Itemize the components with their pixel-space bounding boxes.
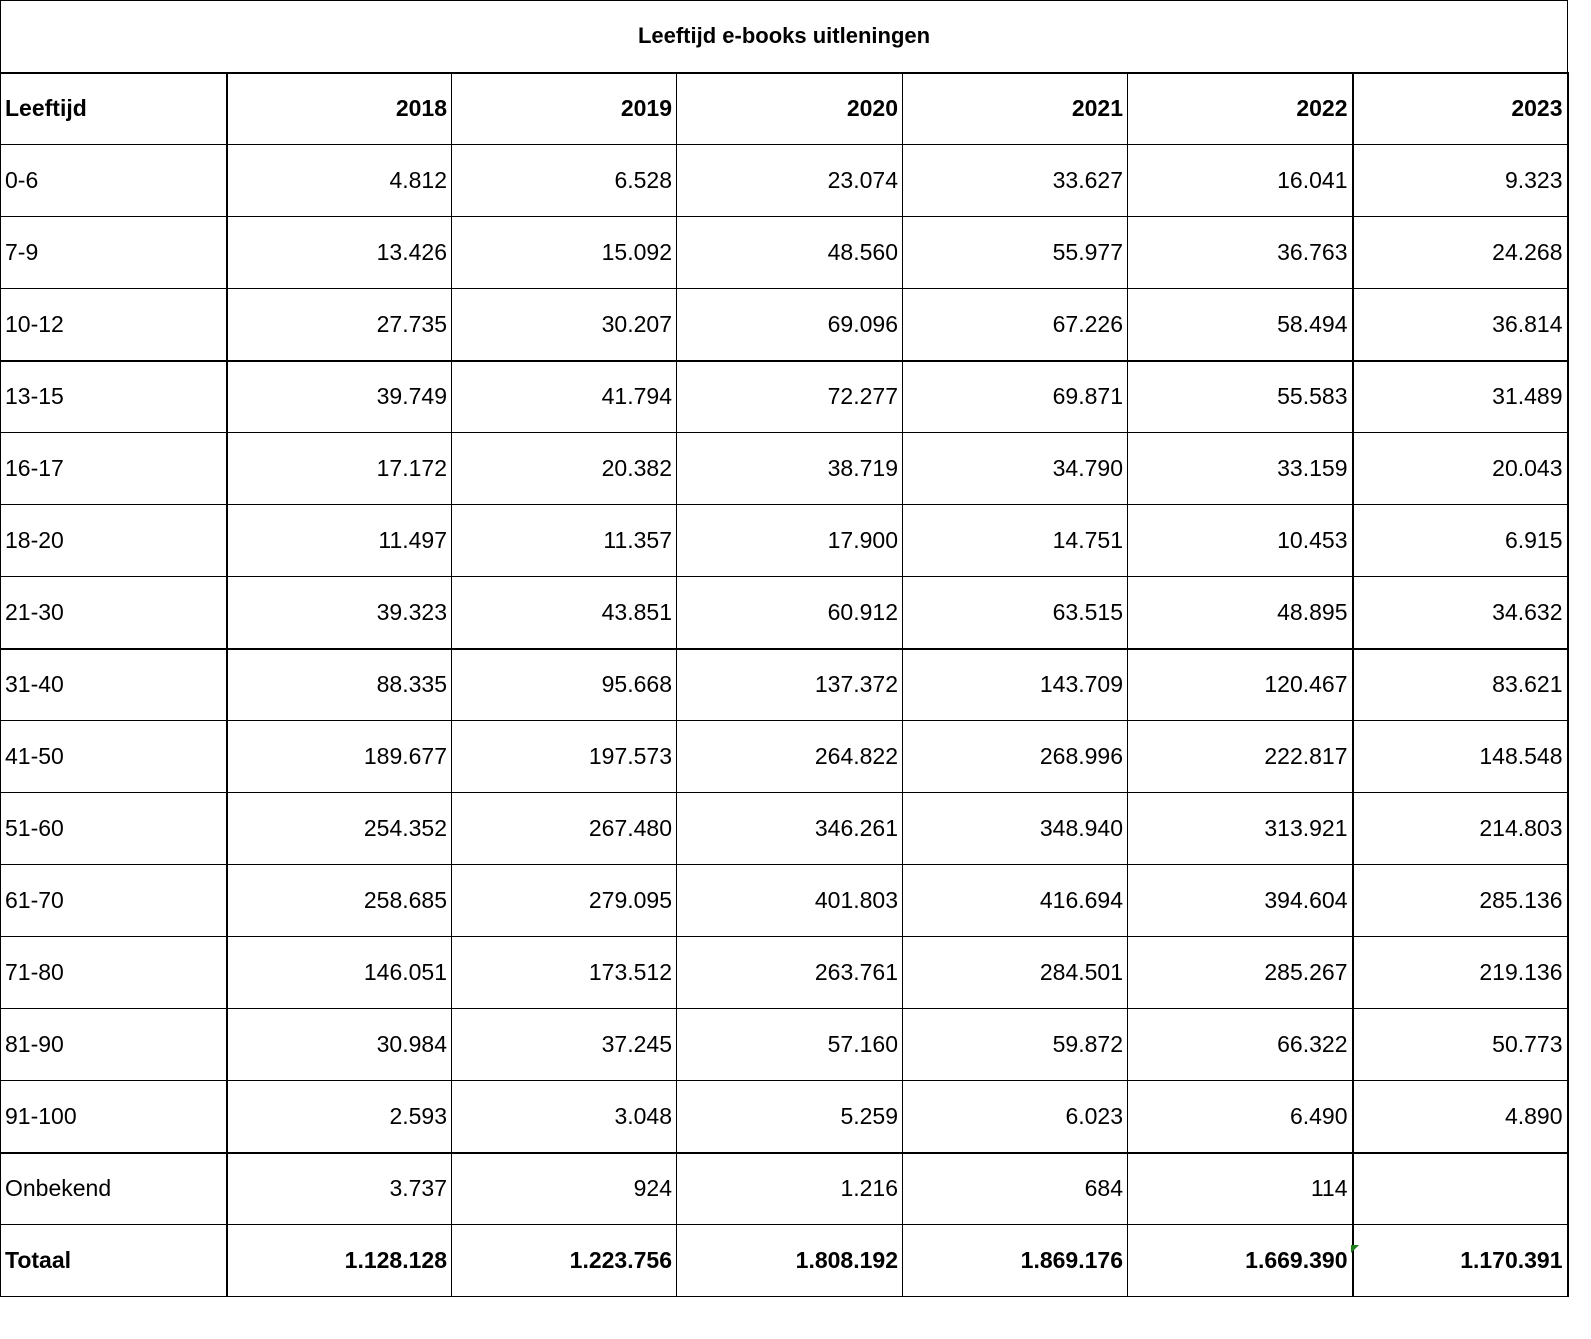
- header-cell-leeftijd[interactable]: Leeftijd: [1, 73, 227, 145]
- total-row: [1, 1225, 1568, 1297]
- value-cell[interactable]: 11.357: [452, 505, 677, 577]
- row-label-cell[interactable]: 21-30: [1, 577, 227, 649]
- value-cell[interactable]: 58.494: [1128, 289, 1353, 361]
- value-cell[interactable]: 3.737: [227, 1153, 452, 1225]
- value-cell[interactable]: 114: [1128, 1153, 1353, 1225]
- value-cell[interactable]: 189.677: [227, 721, 452, 793]
- header-cell-year[interactable]: 2019: [452, 73, 677, 145]
- table-row: [1, 145, 1568, 217]
- value-cell[interactable]: 17.900: [677, 505, 903, 577]
- value-cell[interactable]: 401.803: [677, 865, 903, 937]
- value-cell[interactable]: 346.261: [677, 793, 903, 865]
- value-cell[interactable]: 924: [452, 1153, 677, 1225]
- value-cell[interactable]: 5.259: [677, 1081, 903, 1153]
- table-row: [1, 1153, 1568, 1225]
- value-cell[interactable]: 394.604: [1128, 865, 1353, 937]
- value-cell[interactable]: 30.207: [452, 289, 677, 361]
- row-label-cell[interactable]: 31-40: [1, 649, 227, 721]
- value-cell[interactable]: 1.216: [677, 1153, 903, 1225]
- value-cell[interactable]: 4.890: [1353, 1081, 1568, 1153]
- value-cell[interactable]: 173.512: [452, 937, 677, 1009]
- header-row: [1, 73, 1568, 145]
- value-cell[interactable]: 6.023: [903, 1081, 1128, 1153]
- total-label-cell[interactable]: Totaal: [1, 1225, 227, 1297]
- value-cell[interactable]: 57.160: [677, 1009, 903, 1081]
- value-cell[interactable]: 48.560: [677, 217, 903, 289]
- value-cell[interactable]: 83.621: [1353, 649, 1568, 721]
- value-cell[interactable]: 258.685: [227, 865, 452, 937]
- value-cell[interactable]: 43.851: [452, 577, 677, 649]
- value-cell[interactable]: 3.048: [452, 1081, 677, 1153]
- row-label-cell[interactable]: 10-12: [1, 289, 227, 361]
- value-cell[interactable]: 2.593: [227, 1081, 452, 1153]
- value-cell[interactable]: 30.984: [227, 1009, 452, 1081]
- table-row: [1, 721, 1568, 793]
- value-cell[interactable]: 6.915: [1353, 505, 1568, 577]
- value-cell[interactable]: 20.382: [452, 433, 677, 505]
- value-cell[interactable]: 60.912: [677, 577, 903, 649]
- value-cell[interactable]: 313.921: [1128, 793, 1353, 865]
- value-cell[interactable]: 10.453: [1128, 505, 1353, 577]
- row-label-cell[interactable]: 71-80: [1, 937, 227, 1009]
- total-value-cell[interactable]: 1.869.176: [903, 1225, 1128, 1297]
- value-cell[interactable]: 50.773: [1353, 1009, 1568, 1081]
- table-row: [1, 433, 1568, 505]
- value-cell[interactable]: 33.627: [903, 145, 1128, 217]
- value-cell[interactable]: 95.668: [452, 649, 677, 721]
- value-cell[interactable]: 267.480: [452, 793, 677, 865]
- value-cell[interactable]: 17.172: [227, 433, 452, 505]
- value-cell[interactable]: 39.749: [227, 361, 452, 433]
- value-cell[interactable]: 59.872: [903, 1009, 1128, 1081]
- row-label-cell[interactable]: 91-100: [1, 1081, 227, 1153]
- value-cell[interactable]: 27.735: [227, 289, 452, 361]
- row-label-cell[interactable]: 13-15: [1, 361, 227, 433]
- value-cell[interactable]: 284.501: [903, 937, 1128, 1009]
- value-cell[interactable]: 6.528: [452, 145, 677, 217]
- value-cell[interactable]: 348.940: [903, 793, 1128, 865]
- table-title[interactable]: Leeftijd e-books uitleningen: [1, 1, 1568, 73]
- value-cell[interactable]: 6.490: [1128, 1081, 1353, 1153]
- table-row: [1, 649, 1568, 721]
- value-cell[interactable]: 31.489: [1353, 361, 1568, 433]
- value-cell[interactable]: 9.323: [1353, 145, 1568, 217]
- value-cell[interactable]: 48.895: [1128, 577, 1353, 649]
- value-cell[interactable]: 416.694: [903, 865, 1128, 937]
- table-row: [1, 217, 1568, 289]
- value-cell[interactable]: 20.043: [1353, 433, 1568, 505]
- value-cell[interactable]: 148.548: [1353, 721, 1568, 793]
- value-cell[interactable]: 69.871: [903, 361, 1128, 433]
- total-value-cell[interactable]: 1.808.192: [677, 1225, 903, 1297]
- row-label-cell[interactable]: 61-70: [1, 865, 227, 937]
- cell-comment-indicator: [1351, 1245, 1359, 1253]
- value-cell[interactable]: 11.497: [227, 505, 452, 577]
- total-value-cell[interactable]: 1.170.391: [1353, 1225, 1568, 1297]
- value-cell[interactable]: 34.632: [1353, 577, 1568, 649]
- row-label-cell[interactable]: 51-60: [1, 793, 227, 865]
- value-cell[interactable]: [1353, 1153, 1568, 1225]
- row-label-cell[interactable]: 0-6: [1, 145, 227, 217]
- value-cell[interactable]: 37.245: [452, 1009, 677, 1081]
- value-cell[interactable]: 146.051: [227, 937, 452, 1009]
- table-row: [1, 793, 1568, 865]
- table-row: [1, 361, 1568, 433]
- row-label-cell[interactable]: 41-50: [1, 721, 227, 793]
- table-row: [1, 577, 1568, 649]
- value-cell[interactable]: 38.719: [677, 433, 903, 505]
- value-cell[interactable]: 197.573: [452, 721, 677, 793]
- value-cell[interactable]: 14.751: [903, 505, 1128, 577]
- value-cell[interactable]: 219.136: [1353, 937, 1568, 1009]
- header-cell-year[interactable]: 2018: [227, 73, 452, 145]
- value-cell[interactable]: 41.794: [452, 361, 677, 433]
- table-row: [1, 505, 1568, 577]
- value-cell[interactable]: 66.322: [1128, 1009, 1353, 1081]
- value-cell[interactable]: 4.812: [227, 145, 452, 217]
- header-cell-year[interactable]: 2023: [1353, 73, 1568, 145]
- value-cell[interactable]: 55.583: [1128, 361, 1353, 433]
- total-value-cell[interactable]: 1.128.128: [227, 1225, 452, 1297]
- value-cell[interactable]: 263.761: [677, 937, 903, 1009]
- table-row: [1, 937, 1568, 1009]
- row-label-cell[interactable]: 18-20: [1, 505, 227, 577]
- value-cell[interactable]: 24.268: [1353, 217, 1568, 289]
- total-value-cell[interactable]: 1.223.756: [452, 1225, 677, 1297]
- header-cell-year[interactable]: 2022: [1128, 73, 1353, 145]
- header-cell-year[interactable]: 2020: [677, 73, 903, 145]
- value-cell[interactable]: 137.372: [677, 649, 903, 721]
- value-cell[interactable]: 285.267: [1128, 937, 1353, 1009]
- value-cell[interactable]: 88.335: [227, 649, 452, 721]
- value-cell[interactable]: 39.323: [227, 577, 452, 649]
- table-row: [1, 865, 1568, 937]
- value-cell[interactable]: 214.803: [1353, 793, 1568, 865]
- value-cell[interactable]: 268.996: [903, 721, 1128, 793]
- value-cell[interactable]: 684: [903, 1153, 1128, 1225]
- value-cell[interactable]: 279.095: [452, 865, 677, 937]
- value-cell[interactable]: 34.790: [903, 433, 1128, 505]
- value-cell[interactable]: 13.426: [227, 217, 452, 289]
- value-cell[interactable]: 55.977: [903, 217, 1128, 289]
- table-row: [1, 1081, 1568, 1153]
- value-cell[interactable]: 143.709: [903, 649, 1128, 721]
- row-label-cell[interactable]: 7-9: [1, 217, 227, 289]
- value-cell[interactable]: 67.226: [903, 289, 1128, 361]
- value-cell[interactable]: 69.096: [677, 289, 903, 361]
- title-row: [1, 1, 1568, 73]
- value-cell[interactable]: 36.814: [1353, 289, 1568, 361]
- value-cell[interactable]: 36.763: [1128, 217, 1353, 289]
- value-cell[interactable]: 120.467: [1128, 649, 1353, 721]
- value-cell[interactable]: 285.136: [1353, 865, 1568, 937]
- table-row: [1, 1009, 1568, 1081]
- row-label-cell[interactable]: 16-17: [1, 433, 227, 505]
- table-row: [1, 289, 1568, 361]
- value-cell[interactable]: 15.092: [452, 217, 677, 289]
- value-cell[interactable]: 16.041: [1128, 145, 1353, 217]
- value-cell[interactable]: 63.515: [903, 577, 1128, 649]
- row-label-cell[interactable]: 81-90: [1, 1009, 227, 1081]
- value-cell[interactable]: 222.817: [1128, 721, 1353, 793]
- value-cell[interactable]: 264.822: [677, 721, 903, 793]
- header-cell-year[interactable]: 2021: [903, 73, 1128, 145]
- value-cell[interactable]: 33.159: [1128, 433, 1353, 505]
- value-cell[interactable]: 254.352: [227, 793, 452, 865]
- value-cell[interactable]: 23.074: [677, 145, 903, 217]
- row-label-cell[interactable]: Onbekend: [1, 1153, 227, 1225]
- value-cell[interactable]: 72.277: [677, 361, 903, 433]
- total-value-cell[interactable]: 1.669.390: [1128, 1225, 1353, 1297]
